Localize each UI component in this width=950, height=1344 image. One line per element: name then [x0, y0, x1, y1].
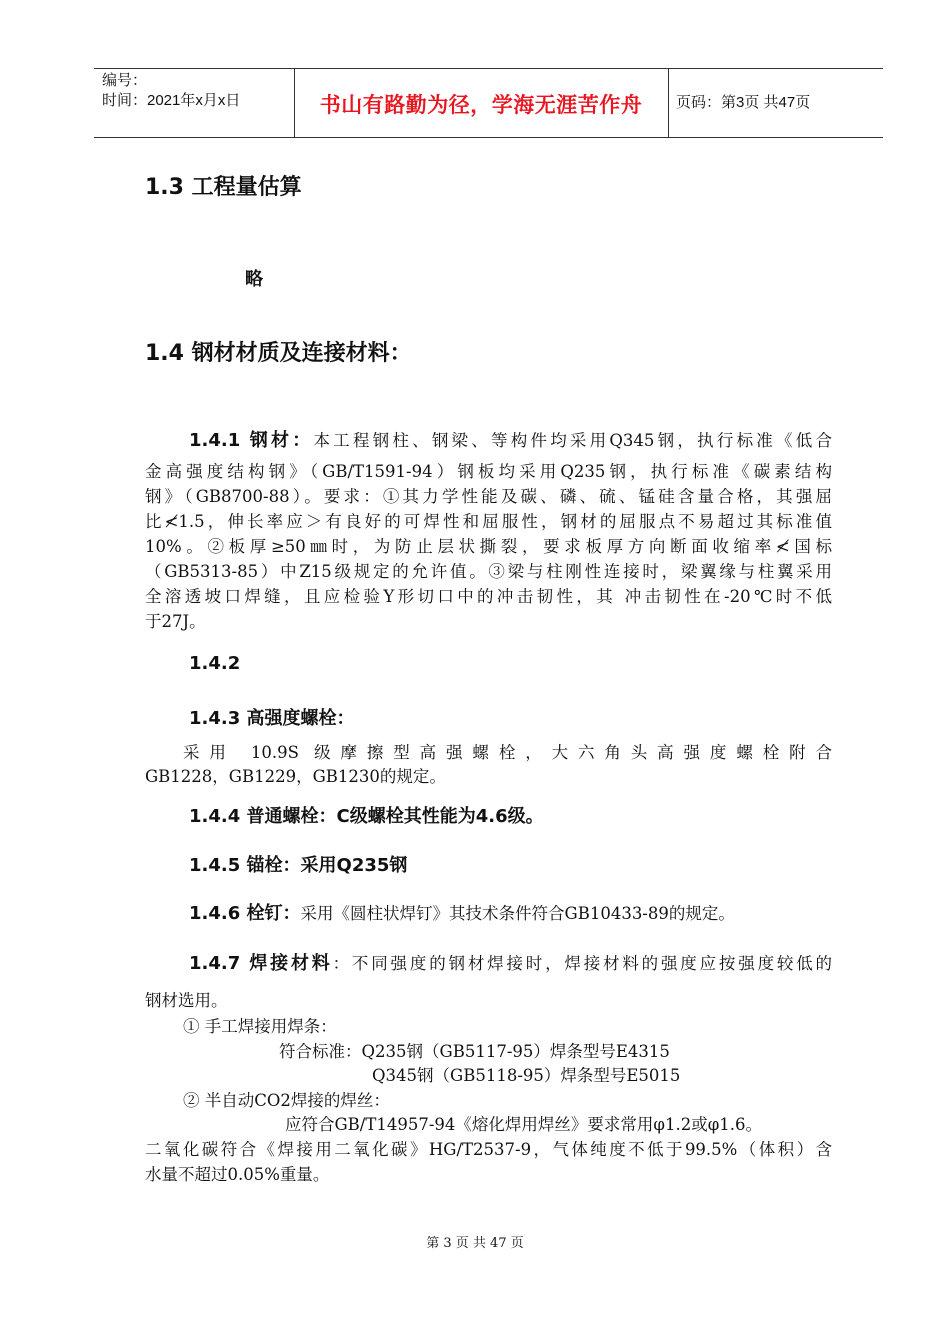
para-line	[145, 428, 832, 453]
para-text: 本工程钢柱、钢梁、等构件均采用Q345钢，执行标准《低合	[313, 431, 832, 450]
para-line: 于27J。	[145, 612, 206, 631]
section-1-4-6-text: 采用《圆柱状焊钉》其技术条件符合GB10433-89的规定。	[300, 904, 735, 923]
section-1-4-2-title: 1.4.2	[189, 653, 241, 674]
para-line: （GB5313-85）中Z15级规定的允许值。③梁与柱刚性连接时，梁翼缘与柱翼采用	[145, 562, 832, 581]
page-footer: 第 3 页 共 47 页	[426, 1236, 524, 1251]
section-1-4-7-text: ：不同强度的钢材焊接时，焊接材料的强度应按强度较低的	[332, 954, 833, 973]
section-1-4-4-title: 1.4.4 普通螺栓：C级螺栓其性能为4.6级。	[189, 806, 544, 827]
co2-line-2: 水量不超过0.05%重量。	[145, 1165, 330, 1184]
section-1-3-body: 略	[245, 269, 263, 290]
header-motto: 书山有路勤为径，学海无涯苦作舟	[319, 93, 643, 117]
section-1-4-6-head: 1.4.6 栓钉：	[189, 903, 301, 924]
co2-line-1: 二氧化碳符合《焊接用二氧化碳》HG/T2537-9，气体纯度不低于99.5%（体积）含	[145, 1140, 832, 1159]
section-1-4-3-line1: 采用 10.9S 级摩擦型高强螺栓，大六角头高强度螺栓附合	[183, 743, 832, 762]
header-time: 时间：2021年x月x日	[102, 92, 241, 109]
welding-item-2a: 应符合GB/T14957-94《熔化焊用焊丝》要求常用φ1.2或φ1.6。	[285, 1115, 763, 1134]
section-1-4-3-title: 1.4.3 高强度螺栓：	[189, 708, 355, 729]
header-number: 编号：	[102, 72, 148, 89]
para-line: 比≮1.5，伸长率应＞有良好的可焊性和屈服性，钢材的屈服点不易超过其标准值	[145, 512, 832, 531]
header-divider	[668, 69, 669, 137]
welding-item-1: ① 手工焊接用焊条：	[183, 1017, 337, 1036]
para-line: 钢》（GB8700-88）。要求：①其力学性能及碳、磷、硫、锰硅含量合格，其强屈	[145, 487, 832, 506]
welding-item-1b: Q345钢（GB5118-95）焊条型号E5015	[372, 1066, 681, 1085]
header-meta	[102, 71, 240, 111]
section-1-4-6	[189, 901, 735, 926]
section-1-4-7	[189, 951, 832, 976]
para-line: 10%。②板厚≥50㎜时，为防止层状撕裂，要求板厚方向断面收缩率≮国标	[145, 537, 832, 556]
section-1-4-1	[145, 428, 832, 634]
para-line: 金高强度结构钢》（GB/T1591-94）钢板均采用Q235钢，执行标准《碳素结构	[145, 462, 832, 481]
welding-item-1a: 符合标准：Q235钢（GB5117-95）焊条型号E4315	[279, 1042, 670, 1061]
welding-item-2: ② 半自动CO2焊接的焊丝：	[183, 1091, 390, 1110]
header-page-info: 页码：第3页 共47页	[676, 94, 811, 111]
section-1-4-5-title: 1.4.5 锚栓：采用Q235钢	[189, 855, 408, 876]
section-1-4-1-head: 1.4.1 钢材：	[189, 430, 314, 451]
section-1-4-title: 1.4 钢材材质及连接材料：	[145, 341, 412, 366]
section-1-3-title: 1.3 工程量估算	[145, 175, 302, 200]
para-line: 全溶透坡口焊缝，且应检验Y形切口中的冲击韧性，其 冲击韧性在-20℃时不低	[145, 587, 832, 606]
page-header	[94, 68, 883, 138]
section-1-4-7-head: 1.4.7 焊接材料	[189, 953, 333, 974]
section-1-4-7-line2: 钢材选用。	[145, 991, 228, 1010]
section-1-4-3-line2: GB1228，GB1229，GB1230的规定。	[145, 767, 446, 786]
